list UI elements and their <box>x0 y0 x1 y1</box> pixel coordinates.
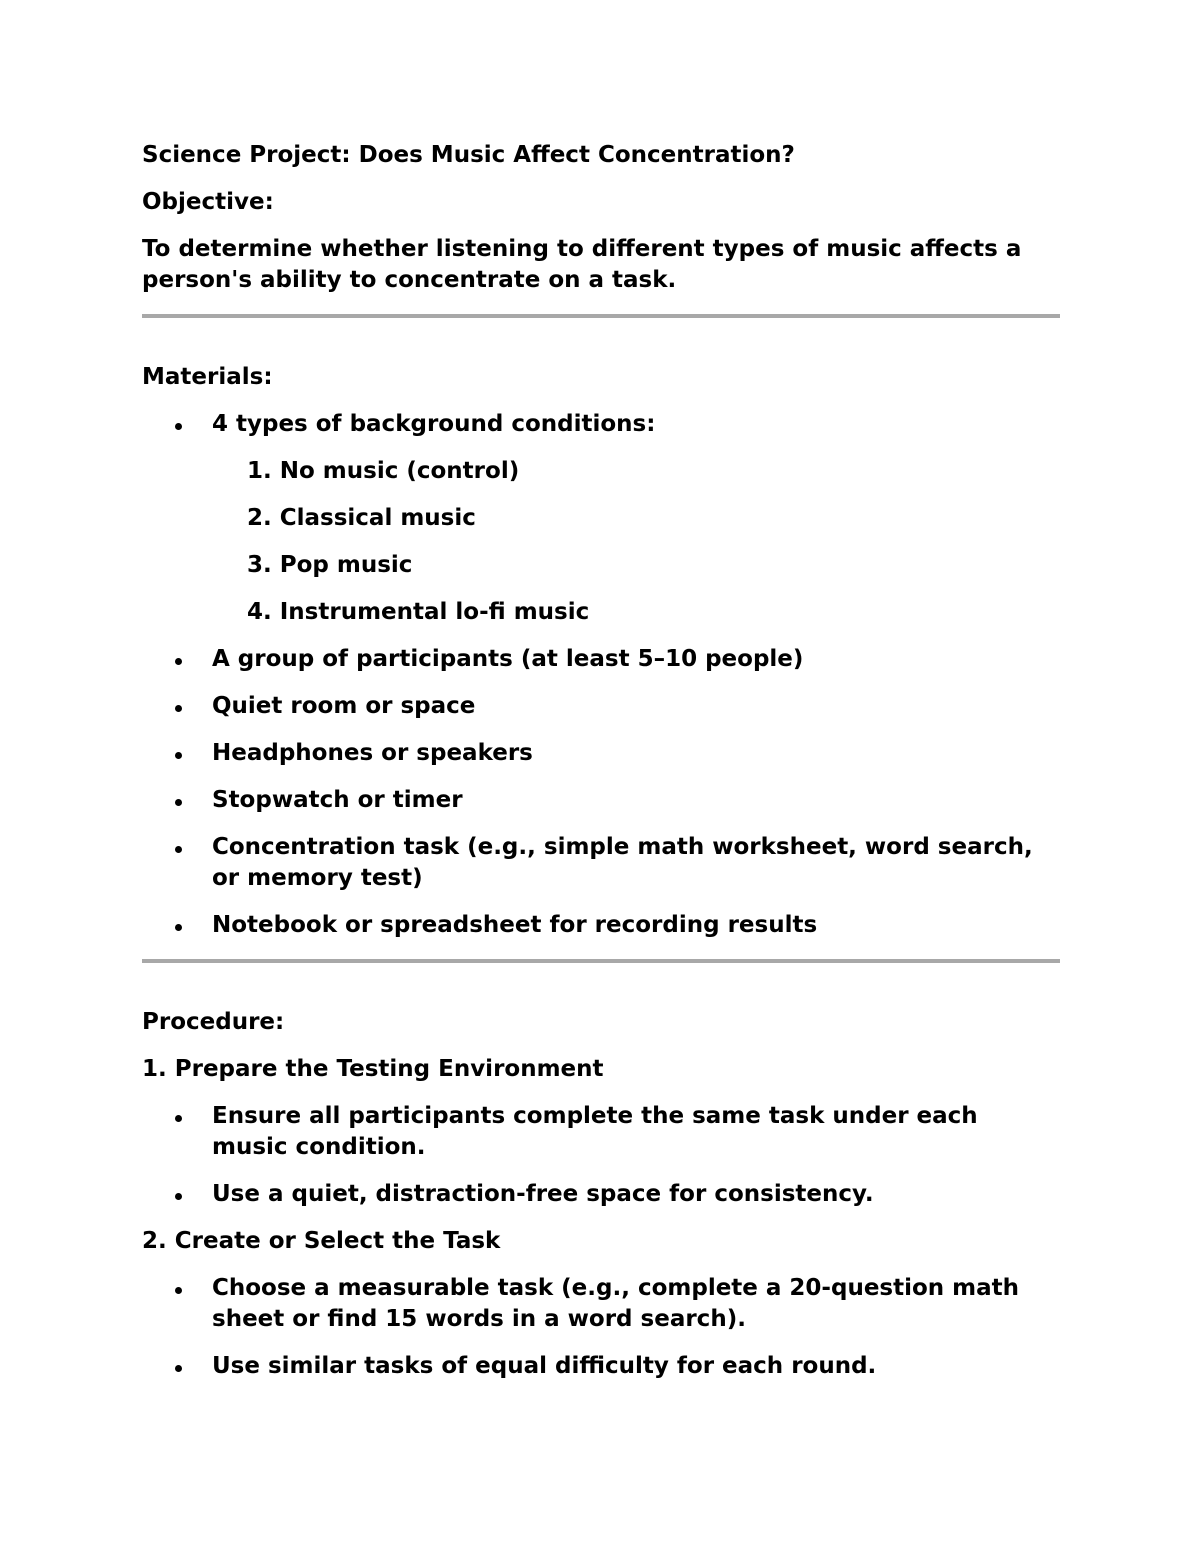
conditions-list <box>212 456 1060 628</box>
list-item-text: Use a quiet, distraction-free space for consistency. <box>212 1181 874 1207</box>
procedure-step-bullets <box>142 1101 1060 1210</box>
condition-item: 4. Instrumental lo-fi music <box>247 599 590 625</box>
section-divider <box>142 314 1060 318</box>
list-item-text: A group of participants (at least 5–10 people) <box>212 646 804 672</box>
list-item <box>142 1273 1060 1335</box>
procedure-label: Procedure: <box>142 1009 285 1035</box>
bullet-icon <box>175 924 182 931</box>
list-item <box>142 785 1060 816</box>
document-page <box>142 140 1060 1398</box>
objective-text: To determine whether listening to different types of music affects a person's ability to concentrate on a task. <box>142 236 1022 293</box>
condition-item: 1. No music (control) <box>247 458 520 484</box>
list-item <box>142 691 1060 722</box>
list-item <box>142 910 1060 941</box>
list-item <box>142 738 1060 769</box>
list-item <box>142 832 1060 894</box>
bullet-icon <box>175 1115 182 1122</box>
list-item-text: Quiet room or space <box>212 693 476 719</box>
procedure-step-title: 2. Create or Select the Task <box>142 1228 501 1254</box>
list-item-text: Stopwatch or timer <box>212 787 463 813</box>
list-item-text: Concentration task (e.g., simple math worksheet, word search, or memory test) <box>212 834 1033 891</box>
bullet-icon <box>175 658 182 665</box>
condition-item: 3. Pop music <box>247 552 413 578</box>
procedure-step-title: 1. Prepare the Testing Environment <box>142 1056 604 1082</box>
list-item-text: 4 types of background conditions: <box>212 411 656 437</box>
condition-item: 2. Classical music <box>247 505 476 531</box>
list-item <box>142 409 1060 628</box>
bullet-icon <box>175 752 182 759</box>
list-item-text: Headphones or speakers <box>212 740 533 766</box>
materials-label: Materials: <box>142 364 273 390</box>
bullet-icon <box>175 423 182 430</box>
list-item <box>142 1351 1060 1382</box>
list-item <box>142 644 1060 675</box>
materials-list <box>142 409 1060 941</box>
bullet-icon <box>175 846 182 853</box>
document-title: Science Project: Does Music Affect Concentration? <box>142 142 795 168</box>
procedure-step-bullets <box>142 1273 1060 1382</box>
bullet-icon <box>175 1287 182 1294</box>
bullet-icon <box>175 1365 182 1372</box>
list-item-text: Ensure all participants complete the same task under each music condition. <box>212 1103 978 1160</box>
objective-label: Objective: <box>142 189 274 215</box>
list-item-text: Choose a measurable task (e.g., complete a 20-question math sheet or find 15 words in a word search). <box>212 1275 1020 1332</box>
list-item <box>142 1179 1060 1210</box>
section-divider <box>142 959 1060 963</box>
list-item-text: Notebook or spreadsheet for recording results <box>212 912 818 938</box>
list-item <box>142 1101 1060 1163</box>
list-item-text: Use similar tasks of equal difficulty for each round. <box>212 1353 877 1379</box>
bullet-icon <box>175 705 182 712</box>
bullet-icon <box>175 1193 182 1200</box>
bullet-icon <box>175 799 182 806</box>
